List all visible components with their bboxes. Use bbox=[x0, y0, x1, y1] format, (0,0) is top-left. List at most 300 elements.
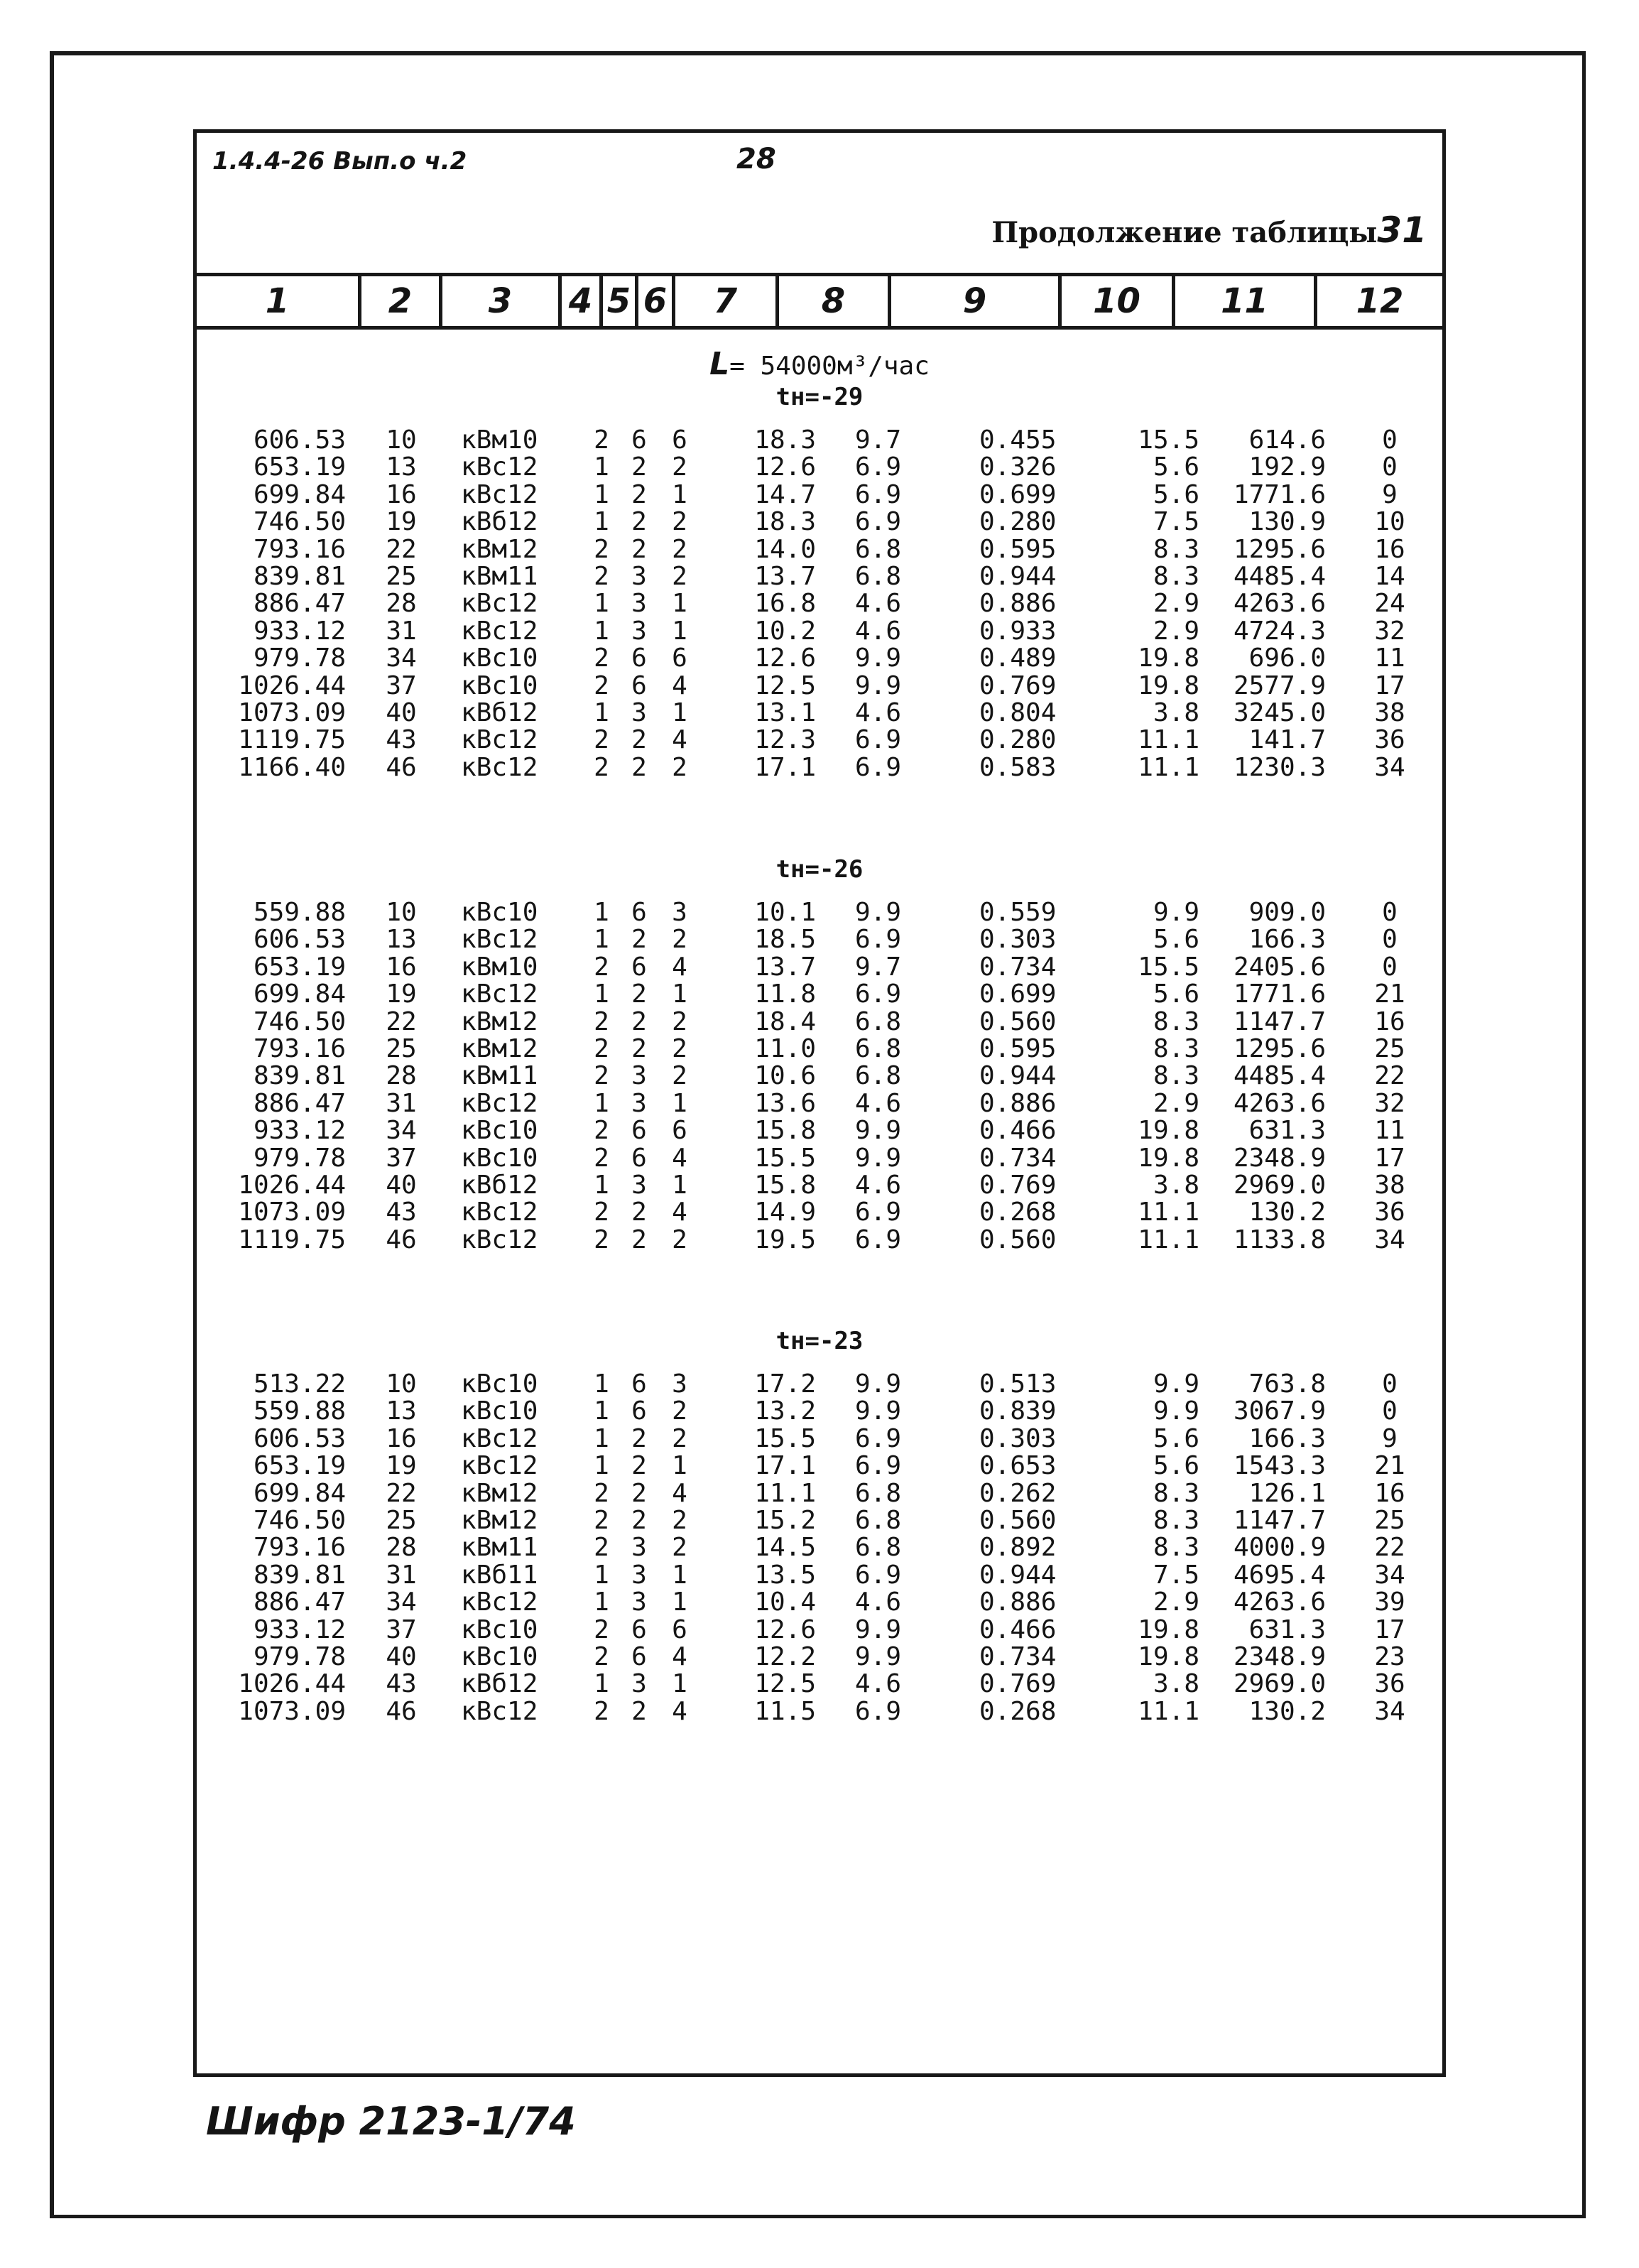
cell-col-6: 2 bbox=[672, 1423, 687, 1453]
cell-col-5: 6 bbox=[631, 425, 647, 455]
section-rows bbox=[197, 1371, 1442, 1725]
cell-col-11: 631.3 bbox=[1248, 1116, 1326, 1146]
cell-col-9: 0.466 bbox=[979, 1615, 1057, 1644]
cell-col-12: 23 bbox=[1374, 1642, 1405, 1671]
cell-gas-velocity: 559.88 bbox=[253, 898, 346, 927]
cell-col-6: 4 bbox=[672, 1696, 687, 1726]
cell-col-10: 11.1 bbox=[1138, 1198, 1199, 1227]
cell-gas-velocity: 1166.40 bbox=[238, 752, 346, 782]
cell-col-4: 1 bbox=[594, 1170, 609, 1200]
cell-col-9: 0.268 bbox=[979, 1696, 1057, 1726]
cell-gas-velocity: 1073.09 bbox=[238, 1198, 346, 1227]
table-row bbox=[197, 1371, 1442, 1398]
cell-pipe-count: 19 bbox=[386, 507, 417, 537]
cell-col-9: 0.466 bbox=[979, 1116, 1057, 1146]
cell-valve-type: кВс12 bbox=[461, 1588, 538, 1617]
cell-col-7: 14.5 bbox=[754, 1533, 816, 1563]
cell-col-11: 130.2 bbox=[1248, 1198, 1326, 1227]
cell-gas-velocity: 1026.44 bbox=[238, 1170, 346, 1200]
cell-col-11: 1147.7 bbox=[1233, 1505, 1326, 1535]
cell-col-7: 13.1 bbox=[754, 698, 816, 727]
table-row bbox=[197, 727, 1442, 754]
cell-col-4: 1 bbox=[594, 1369, 609, 1399]
cell-col-6: 2 bbox=[672, 1061, 687, 1091]
cell-col-5: 6 bbox=[631, 671, 647, 700]
cell-col-9: 0.886 bbox=[979, 589, 1057, 619]
cell-valve-type: кВм11 bbox=[461, 561, 538, 591]
table-row bbox=[197, 563, 1442, 590]
cell-gas-velocity: 653.19 bbox=[253, 452, 346, 482]
cell-col-5: 6 bbox=[631, 644, 647, 673]
cell-gas-velocity: 746.50 bbox=[253, 1007, 346, 1036]
cell-col-9: 0.944 bbox=[979, 1061, 1057, 1091]
cell-col-5: 2 bbox=[631, 1451, 647, 1481]
cell-col-5: 3 bbox=[631, 1560, 647, 1590]
cell-col-8: 9.9 bbox=[854, 1396, 901, 1426]
section-rows bbox=[197, 427, 1442, 781]
cell-col-6: 4 bbox=[672, 1642, 687, 1671]
cell-col-6: 4 bbox=[672, 1198, 687, 1227]
cell-col-12: 0 bbox=[1382, 425, 1398, 455]
cell-col-4: 2 bbox=[594, 1696, 609, 1726]
cell-gas-velocity: 1119.75 bbox=[238, 1225, 346, 1254]
cell-col-7: 12.6 bbox=[754, 644, 816, 673]
cell-gas-velocity: 1073.09 bbox=[238, 1696, 346, 1726]
cell-col-6: 1 bbox=[672, 1669, 687, 1699]
cell-col-12: 17 bbox=[1374, 1143, 1405, 1173]
cell-col-11: 2577.9 bbox=[1233, 671, 1326, 700]
cell-col-7: 17.2 bbox=[754, 1369, 816, 1399]
table-row bbox=[197, 926, 1442, 953]
cell-pipe-count: 43 bbox=[386, 1669, 417, 1699]
cell-gas-velocity: 746.50 bbox=[253, 1505, 346, 1535]
cell-col-9: 0.560 bbox=[979, 1225, 1057, 1254]
cell-col-10: 5.6 bbox=[1153, 980, 1199, 1009]
column-header-6: 6 bbox=[638, 276, 675, 326]
section-temperature-label: tн=-23 bbox=[775, 1327, 864, 1355]
cell-col-9: 0.583 bbox=[979, 752, 1057, 782]
cell-pipe-count: 31 bbox=[386, 1088, 417, 1118]
cell-col-7: 10.2 bbox=[754, 616, 816, 646]
cell-pipe-count: 46 bbox=[386, 752, 417, 782]
cell-col-12: 0 bbox=[1382, 925, 1398, 955]
cell-col-4: 1 bbox=[594, 898, 609, 927]
cell-col-4: 1 bbox=[594, 925, 609, 955]
cell-col-8: 4.6 bbox=[854, 616, 901, 646]
table-number: 31 bbox=[1377, 210, 1427, 251]
cell-col-5: 3 bbox=[631, 1669, 647, 1699]
cell-col-10: 8.3 bbox=[1153, 1007, 1199, 1036]
cell-col-12: 16 bbox=[1374, 534, 1405, 564]
cell-col-5: 2 bbox=[631, 1198, 647, 1227]
cell-col-5: 3 bbox=[631, 1170, 647, 1200]
cell-pipe-count: 28 bbox=[386, 1061, 417, 1091]
cell-col-5: 6 bbox=[631, 1615, 647, 1644]
cell-col-7: 14.0 bbox=[754, 534, 816, 564]
cell-col-8: 6.9 bbox=[854, 1451, 901, 1481]
cell-col-10: 11.1 bbox=[1138, 1696, 1199, 1726]
cell-pipe-count: 19 bbox=[386, 1451, 417, 1481]
cell-valve-type: кВм10 bbox=[461, 425, 538, 455]
cell-col-5: 2 bbox=[631, 980, 647, 1009]
cell-valve-type: кВб12 bbox=[461, 1170, 538, 1200]
cell-col-10: 15.5 bbox=[1138, 425, 1199, 455]
cell-col-6: 2 bbox=[672, 1007, 687, 1036]
cell-col-10: 8.3 bbox=[1153, 561, 1199, 591]
table-row bbox=[197, 1145, 1442, 1172]
cell-col-8: 9.9 bbox=[854, 898, 901, 927]
cell-col-9: 0.839 bbox=[979, 1396, 1057, 1426]
cell-col-5: 3 bbox=[631, 1088, 647, 1118]
cell-col-12: 32 bbox=[1374, 616, 1405, 646]
cell-col-10: 19.8 bbox=[1138, 1116, 1199, 1146]
cell-col-8: 6.8 bbox=[854, 534, 901, 564]
cell-col-9: 0.326 bbox=[979, 452, 1057, 482]
cell-col-5: 2 bbox=[631, 752, 647, 782]
cell-col-5: 2 bbox=[631, 925, 647, 955]
table-row bbox=[197, 1172, 1442, 1199]
cell-col-7: 13.7 bbox=[754, 952, 816, 982]
cell-pipe-count: 22 bbox=[386, 1478, 417, 1508]
cell-col-8: 6.8 bbox=[854, 1061, 901, 1091]
cell-gas-velocity: 839.81 bbox=[253, 561, 346, 591]
cell-col-4: 2 bbox=[594, 1478, 609, 1508]
cell-col-9: 0.489 bbox=[979, 644, 1057, 673]
cell-col-12: 9 bbox=[1382, 479, 1398, 509]
cell-col-7: 11.0 bbox=[754, 1033, 816, 1063]
cell-col-11: 4724.3 bbox=[1233, 616, 1326, 646]
cell-pipe-count: 34 bbox=[386, 644, 417, 673]
cell-col-10: 11.1 bbox=[1138, 1225, 1199, 1254]
cell-col-5: 2 bbox=[631, 534, 647, 564]
cell-valve-type: кВс12 bbox=[461, 1423, 538, 1453]
cell-valve-type: кВс10 bbox=[461, 1369, 538, 1399]
cell-col-7: 15.5 bbox=[754, 1423, 816, 1453]
cell-pipe-count: 40 bbox=[386, 1642, 417, 1671]
cell-col-10: 19.8 bbox=[1138, 1642, 1199, 1671]
cell-pipe-count: 28 bbox=[386, 589, 417, 619]
document-code: 1.4.4-26 Вып.о ч.2 bbox=[212, 147, 467, 175]
cell-valve-type: кВс12 bbox=[461, 925, 538, 955]
flow-rate-label bbox=[197, 346, 1442, 382]
cell-col-6: 1 bbox=[672, 980, 687, 1009]
cell-gas-velocity: 606.53 bbox=[253, 425, 346, 455]
cell-gas-velocity: 979.78 bbox=[253, 644, 346, 673]
cell-col-7: 17.1 bbox=[754, 1451, 816, 1481]
cell-gas-velocity: 699.84 bbox=[253, 1478, 346, 1508]
cell-gas-velocity: 746.50 bbox=[253, 507, 346, 537]
cell-valve-type: кВс10 bbox=[461, 898, 538, 927]
cell-pipe-count: 13 bbox=[386, 925, 417, 955]
cell-col-7: 15.8 bbox=[754, 1116, 816, 1146]
cell-col-4: 1 bbox=[594, 479, 609, 509]
cell-gas-velocity: 559.88 bbox=[253, 1396, 346, 1426]
cell-col-12: 34 bbox=[1374, 1696, 1405, 1726]
cell-col-11: 1295.6 bbox=[1233, 1033, 1326, 1063]
cell-col-4: 1 bbox=[594, 507, 609, 537]
cell-col-5: 3 bbox=[631, 698, 647, 727]
cell-col-10: 8.3 bbox=[1153, 534, 1199, 564]
cell-col-4: 1 bbox=[594, 1560, 609, 1590]
cell-pipe-count: 34 bbox=[386, 1116, 417, 1146]
cell-valve-type: кВб12 bbox=[461, 507, 538, 537]
cell-col-7: 18.3 bbox=[754, 425, 816, 455]
cell-col-12: 17 bbox=[1374, 671, 1405, 700]
cell-col-5: 6 bbox=[631, 1143, 647, 1173]
cell-col-11: 130.9 bbox=[1248, 507, 1326, 537]
cell-col-12: 21 bbox=[1374, 1451, 1405, 1481]
cell-col-11: 130.2 bbox=[1248, 1696, 1326, 1726]
cell-col-11: 2348.9 bbox=[1233, 1642, 1326, 1671]
cell-valve-type: кВм12 bbox=[461, 1007, 538, 1036]
cell-col-6: 4 bbox=[672, 671, 687, 700]
continuation-label: Продолжение таблицы bbox=[991, 216, 1378, 249]
cell-valve-type: кВс10 bbox=[461, 671, 538, 700]
cell-col-12: 14 bbox=[1374, 561, 1405, 591]
cell-col-12: 0 bbox=[1382, 952, 1398, 982]
cell-col-9: 0.560 bbox=[979, 1505, 1057, 1535]
cell-col-6: 3 bbox=[672, 1369, 687, 1399]
cell-col-11: 141.7 bbox=[1248, 725, 1326, 755]
cell-col-9: 0.699 bbox=[979, 479, 1057, 509]
cell-valve-type: кВм10 bbox=[461, 952, 538, 982]
cell-col-7: 12.5 bbox=[754, 671, 816, 700]
cell-col-9: 0.595 bbox=[979, 1033, 1057, 1063]
cell-col-8: 6.9 bbox=[854, 1560, 901, 1590]
cell-col-7: 14.7 bbox=[754, 479, 816, 509]
cell-col-9: 0.595 bbox=[979, 534, 1057, 564]
cell-col-10: 8.3 bbox=[1153, 1033, 1199, 1063]
sheet-left-edge bbox=[50, 51, 54, 2218]
cell-gas-velocity: 1073.09 bbox=[238, 698, 346, 727]
column-header-5: 5 bbox=[603, 276, 638, 326]
cell-col-6: 2 bbox=[672, 752, 687, 782]
cell-valve-type: кВс12 bbox=[461, 1225, 538, 1254]
cell-col-11: 4000.9 bbox=[1233, 1533, 1326, 1563]
cell-col-4: 2 bbox=[594, 1642, 609, 1671]
cell-col-4: 2 bbox=[594, 1007, 609, 1036]
cell-col-11: 1147.7 bbox=[1233, 1007, 1326, 1036]
column-header-9: 9 bbox=[891, 276, 1062, 326]
table-row bbox=[197, 590, 1442, 617]
cell-col-4: 2 bbox=[594, 1505, 609, 1535]
cell-col-4: 2 bbox=[594, 1061, 609, 1091]
table-row bbox=[197, 536, 1442, 563]
cell-valve-type: кВс12 bbox=[461, 725, 538, 755]
cell-valve-type: кВс12 bbox=[461, 1198, 538, 1227]
cell-col-9: 0.280 bbox=[979, 725, 1057, 755]
cell-gas-velocity: 979.78 bbox=[253, 1642, 346, 1671]
table-row bbox=[197, 1423, 1442, 1453]
table-row bbox=[197, 509, 1442, 536]
cell-col-12: 24 bbox=[1374, 589, 1405, 619]
cell-col-9: 0.734 bbox=[979, 952, 1057, 982]
table-row bbox=[197, 1589, 1442, 1616]
sheet-top-edge bbox=[50, 51, 1584, 55]
cell-col-7: 11.5 bbox=[754, 1696, 816, 1726]
cell-col-4: 1 bbox=[594, 589, 609, 619]
cell-col-8: 6.9 bbox=[854, 507, 901, 537]
cell-col-8: 6.8 bbox=[854, 561, 901, 591]
cell-col-6: 2 bbox=[672, 561, 687, 591]
cell-col-4: 2 bbox=[594, 1033, 609, 1063]
cell-col-4: 2 bbox=[594, 1198, 609, 1227]
cell-valve-type: кВс10 bbox=[461, 1615, 538, 1644]
cell-col-4: 1 bbox=[594, 1396, 609, 1426]
cell-col-10: 3.8 bbox=[1153, 698, 1199, 727]
cell-col-4: 2 bbox=[594, 1143, 609, 1173]
cell-col-10: 5.6 bbox=[1153, 452, 1199, 482]
cell-col-9: 0.944 bbox=[979, 1560, 1057, 1590]
cell-col-11: 1230.3 bbox=[1233, 752, 1326, 782]
cell-valve-type: кВс10 bbox=[461, 1642, 538, 1671]
cell-gas-velocity: 793.16 bbox=[253, 1033, 346, 1063]
cell-valve-type: кВб12 bbox=[461, 698, 538, 727]
cell-col-4: 2 bbox=[594, 644, 609, 673]
cell-col-4: 1 bbox=[594, 1088, 609, 1118]
cell-pipe-count: 16 bbox=[386, 952, 417, 982]
cell-col-7: 13.7 bbox=[754, 561, 816, 591]
cell-col-4: 2 bbox=[594, 1533, 609, 1563]
table-row bbox=[197, 1398, 1442, 1425]
cell-col-10: 3.8 bbox=[1153, 1170, 1199, 1200]
cell-col-5: 6 bbox=[631, 1116, 647, 1146]
cell-col-10: 9.9 bbox=[1153, 1369, 1199, 1399]
cell-col-12: 0 bbox=[1382, 452, 1398, 482]
cell-col-11: 696.0 bbox=[1248, 644, 1326, 673]
cell-col-12: 21 bbox=[1374, 980, 1405, 1009]
cell-col-8: 6.8 bbox=[854, 1007, 901, 1036]
cell-col-11: 909.0 bbox=[1248, 898, 1326, 927]
cell-col-6: 4 bbox=[672, 1143, 687, 1173]
cell-col-5: 2 bbox=[631, 479, 647, 509]
cell-col-4: 2 bbox=[594, 1615, 609, 1644]
cell-col-11: 1295.6 bbox=[1233, 534, 1326, 564]
cell-col-7: 15.2 bbox=[754, 1505, 816, 1535]
cell-col-6: 2 bbox=[672, 1505, 687, 1535]
cell-col-7: 15.8 bbox=[754, 1170, 816, 1200]
cell-col-8: 9.9 bbox=[854, 1143, 901, 1173]
cell-col-6: 2 bbox=[672, 1033, 687, 1063]
cell-col-6: 4 bbox=[672, 1478, 687, 1508]
cell-col-11: 126.1 bbox=[1248, 1478, 1326, 1508]
cell-col-10: 2.9 bbox=[1153, 1088, 1199, 1118]
cell-gas-velocity: 793.16 bbox=[253, 1533, 346, 1563]
cell-col-8: 4.6 bbox=[854, 1088, 901, 1118]
cell-gas-velocity: 839.81 bbox=[253, 1560, 346, 1590]
cell-col-5: 3 bbox=[631, 1061, 647, 1091]
cell-col-11: 614.6 bbox=[1248, 425, 1326, 455]
cell-col-10: 5.6 bbox=[1153, 925, 1199, 955]
cell-pipe-count: 19 bbox=[386, 980, 417, 1009]
cell-col-6: 6 bbox=[672, 1116, 687, 1146]
column-header-10: 10 bbox=[1062, 276, 1175, 326]
cell-col-6: 2 bbox=[672, 1396, 687, 1426]
cell-col-9: 0.886 bbox=[979, 1088, 1057, 1118]
cell-col-11: 763.8 bbox=[1248, 1369, 1326, 1399]
cell-pipe-count: 22 bbox=[386, 1007, 417, 1036]
cell-col-4: 2 bbox=[594, 725, 609, 755]
cell-col-4: 1 bbox=[594, 1451, 609, 1481]
cell-pipe-count: 10 bbox=[386, 1369, 417, 1399]
cell-col-7: 10.4 bbox=[754, 1588, 816, 1617]
cell-col-12: 11 bbox=[1374, 1116, 1405, 1146]
cell-col-8: 9.9 bbox=[854, 1369, 901, 1399]
cell-col-6: 6 bbox=[672, 425, 687, 455]
cell-col-5: 6 bbox=[631, 1396, 647, 1426]
cell-col-10: 19.8 bbox=[1138, 1615, 1199, 1644]
cell-valve-type: кВм12 bbox=[461, 534, 538, 564]
cell-col-12: 0 bbox=[1382, 898, 1398, 927]
cell-valve-type: кВс12 bbox=[461, 616, 538, 646]
cell-valve-type: кВм12 bbox=[461, 1478, 538, 1508]
cell-pipe-count: 40 bbox=[386, 1170, 417, 1200]
cell-col-12: 36 bbox=[1374, 1198, 1405, 1227]
cell-col-10: 2.9 bbox=[1153, 616, 1199, 646]
cell-col-9: 0.769 bbox=[979, 1170, 1057, 1200]
cell-col-7: 12.2 bbox=[754, 1642, 816, 1671]
cell-col-5: 3 bbox=[631, 589, 647, 619]
cell-col-6: 2 bbox=[672, 1533, 687, 1563]
cell-col-6: 1 bbox=[672, 1451, 687, 1481]
flow-value: = 54000м³/час bbox=[729, 352, 930, 381]
cell-col-6: 1 bbox=[672, 1588, 687, 1617]
cell-col-10: 3.8 bbox=[1153, 1669, 1199, 1699]
cell-col-9: 0.769 bbox=[979, 671, 1057, 700]
cell-col-12: 0 bbox=[1382, 1369, 1398, 1399]
cell-pipe-count: 25 bbox=[386, 1033, 417, 1063]
column-header-4: 4 bbox=[562, 276, 603, 326]
cell-col-10: 8.3 bbox=[1153, 1061, 1199, 1091]
cell-col-10: 5.6 bbox=[1153, 479, 1199, 509]
cell-valve-type: кВс10 bbox=[461, 1396, 538, 1426]
cell-col-4: 1 bbox=[594, 616, 609, 646]
cell-col-10: 9.9 bbox=[1153, 898, 1199, 927]
cell-col-11: 4263.6 bbox=[1233, 589, 1326, 619]
cell-col-11: 1771.6 bbox=[1233, 980, 1326, 1009]
cell-col-6: 4 bbox=[672, 952, 687, 982]
cell-pipe-count: 31 bbox=[386, 616, 417, 646]
cell-col-8: 9.7 bbox=[854, 952, 901, 982]
cell-col-12: 36 bbox=[1374, 725, 1405, 755]
cell-col-9: 0.513 bbox=[979, 1369, 1057, 1399]
table-row bbox=[197, 1090, 1442, 1117]
cell-valve-type: кВм12 bbox=[461, 1033, 538, 1063]
cell-col-9: 0.262 bbox=[979, 1478, 1057, 1508]
column-header-8: 8 bbox=[779, 276, 891, 326]
cell-col-12: 22 bbox=[1374, 1061, 1405, 1091]
cell-col-5: 2 bbox=[631, 1696, 647, 1726]
cell-col-4: 2 bbox=[594, 952, 609, 982]
cell-col-10: 19.8 bbox=[1138, 1143, 1199, 1173]
cell-gas-velocity: 886.47 bbox=[253, 1588, 346, 1617]
table-row bbox=[197, 1617, 1442, 1644]
cell-col-8: 4.6 bbox=[854, 1669, 901, 1699]
cell-col-5: 2 bbox=[631, 1033, 647, 1063]
cell-col-11: 2969.0 bbox=[1233, 1669, 1326, 1699]
cell-col-12: 22 bbox=[1374, 1533, 1405, 1563]
cell-col-5: 3 bbox=[631, 616, 647, 646]
cell-col-8: 6.8 bbox=[854, 1033, 901, 1063]
table-row bbox=[197, 1117, 1442, 1144]
table-row bbox=[197, 1227, 1442, 1254]
cell-col-11: 4695.4 bbox=[1233, 1560, 1326, 1590]
cell-col-12: 34 bbox=[1374, 1560, 1405, 1590]
cell-valve-type: кВб11 bbox=[461, 1560, 538, 1590]
cell-pipe-count: 37 bbox=[386, 1615, 417, 1644]
cell-col-9: 0.560 bbox=[979, 1007, 1057, 1036]
cell-col-7: 13.5 bbox=[754, 1560, 816, 1590]
